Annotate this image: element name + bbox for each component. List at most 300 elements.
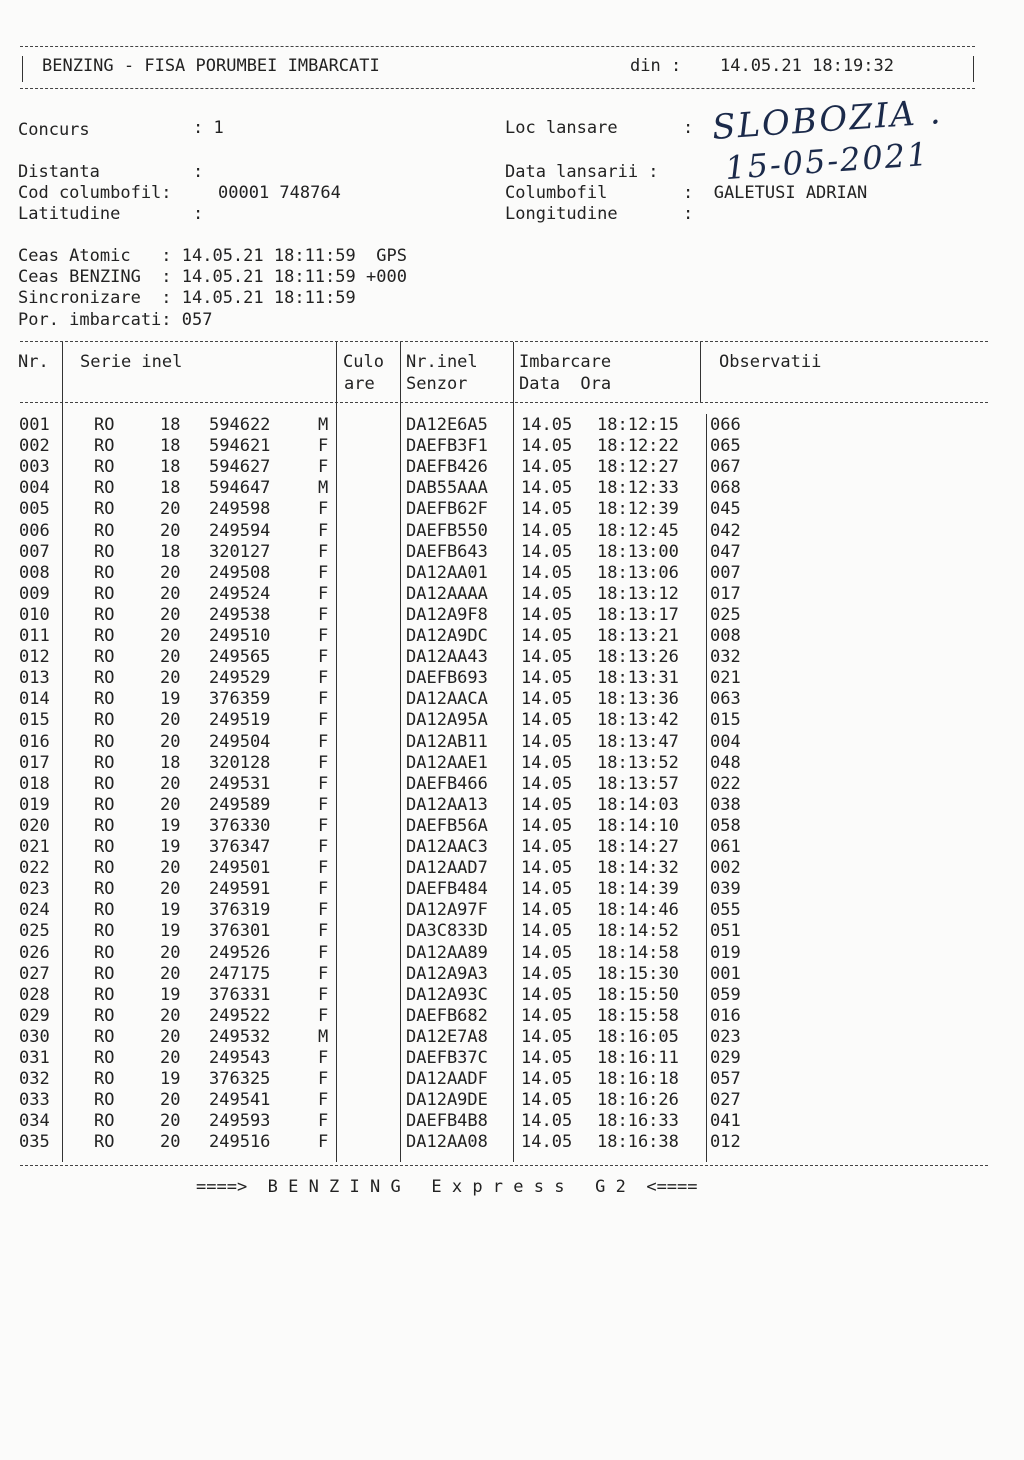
cell-tara: RO <box>94 562 115 583</box>
cell-nr: 021 <box>19 837 50 857</box>
cell-tara: RO <box>94 710 115 731</box>
cell-tara: RO <box>94 415 115 435</box>
cell-nr: 015 <box>19 710 50 731</box>
cell-inel: 376330 <box>209 815 271 836</box>
cell-obs: 038 <box>710 794 741 815</box>
ceas-atomic-line: Ceas Atomic : 14.05.21 18:11:59 GPS <box>18 246 407 266</box>
cell-nr: 017 <box>19 752 50 773</box>
cell-sex: F <box>318 457 329 478</box>
cell-obs: 008 <box>710 626 741 646</box>
cell-sex: F <box>318 436 329 457</box>
cell-data: 14.05 <box>521 457 573 478</box>
cell-obs: 061 <box>710 837 741 857</box>
cell-obs: 012 <box>710 1132 741 1153</box>
cell-ora: 18:13:57 <box>597 773 679 794</box>
cell-tara: RO <box>94 668 115 689</box>
cell-senzor: DAEFB682 <box>406 1005 488 1026</box>
col-header-senzor: Senzor <box>406 374 468 394</box>
cell-tara: RO <box>94 1069 115 1090</box>
cell-tara: RO <box>94 541 115 562</box>
cell-an: 20 <box>160 963 181 984</box>
cell-an: 20 <box>160 604 181 625</box>
cell-sex: F <box>318 879 329 900</box>
cell-an: 19 <box>160 921 181 942</box>
cell-data: 14.05 <box>521 1069 573 1090</box>
cell-inel: 249516 <box>209 1132 271 1153</box>
cell-data: 14.05 <box>521 541 573 562</box>
cell-sex: F <box>318 710 329 731</box>
cell-an: 20 <box>160 942 181 963</box>
cell-sex: F <box>318 626 329 646</box>
cell-sex: F <box>318 583 329 604</box>
cell-data: 14.05 <box>521 478 573 499</box>
cell-nr: 013 <box>19 668 50 689</box>
cell-data: 14.05 <box>521 415 573 435</box>
cell-tara: RO <box>94 457 115 478</box>
cell-ora: 18:16:26 <box>597 1090 679 1111</box>
cell-tara: RO <box>94 1132 115 1153</box>
cell-sex: F <box>318 900 329 921</box>
cell-senzor: DAEFB550 <box>406 520 488 541</box>
cell-inel: 249591 <box>209 879 271 900</box>
cell-ora: 18:13:36 <box>597 689 679 710</box>
din-value: 14.05.21 18:19:32 <box>720 56 894 76</box>
cell-inel: 376359 <box>209 689 271 710</box>
cell-ora: 18:16:38 <box>597 1132 679 1153</box>
cell-senzor: DAEFB466 <box>406 773 488 794</box>
cell-ora: 18:13:17 <box>597 604 679 625</box>
cell-ora: 18:13:21 <box>597 626 679 646</box>
cell-inel: 376319 <box>209 900 271 921</box>
table-row <box>0 605 1024 626</box>
cell-obs: 027 <box>710 1090 741 1111</box>
cell-nr: 011 <box>19 626 50 646</box>
cell-senzor: DA12AB11 <box>406 731 488 752</box>
cell-an: 20 <box>160 794 181 815</box>
cell-tara: RO <box>94 689 115 710</box>
cell-inel: 247175 <box>209 963 271 984</box>
cell-an: 20 <box>160 1005 181 1026</box>
cell-sex: F <box>318 963 329 984</box>
cell-tara: RO <box>94 879 115 900</box>
table-row <box>0 626 1024 647</box>
cell-nr: 004 <box>19 478 50 499</box>
table-row <box>0 1069 1024 1090</box>
cell-sex: F <box>318 752 329 773</box>
cell-tara: RO <box>94 984 115 1005</box>
cell-obs: 065 <box>710 436 741 457</box>
cell-data: 14.05 <box>521 815 573 836</box>
cell-obs: 042 <box>710 520 741 541</box>
cell-obs: 068 <box>710 478 741 499</box>
cell-sex: F <box>318 562 329 583</box>
cell-sex: F <box>318 731 329 752</box>
cell-an: 20 <box>160 1090 181 1111</box>
cell-tara: RO <box>94 499 115 520</box>
cell-sex: F <box>318 773 329 794</box>
cell-an: 19 <box>160 900 181 921</box>
cell-nr: 007 <box>19 541 50 562</box>
cell-data: 14.05 <box>521 963 573 984</box>
cell-an: 18 <box>160 457 181 478</box>
cell-sex: F <box>318 1132 329 1153</box>
cell-tara: RO <box>94 921 115 942</box>
cell-tara: RO <box>94 604 115 625</box>
cell-senzor: DAB55AAA <box>406 478 488 499</box>
cell-senzor: DA12AA43 <box>406 647 488 668</box>
table-bottom-border <box>20 1165 988 1166</box>
cell-an: 20 <box>160 583 181 604</box>
cell-obs: 051 <box>710 921 741 942</box>
cell-ora: 18:13:26 <box>597 647 679 668</box>
cell-ora: 18:14:52 <box>597 921 679 942</box>
cell-tara: RO <box>94 1111 115 1132</box>
cell-inel: 249524 <box>209 583 271 604</box>
cell-senzor: DA12AA13 <box>406 794 488 815</box>
cell-an: 20 <box>160 1048 181 1068</box>
cell-data: 14.05 <box>521 773 573 794</box>
cell-ora: 18:12:33 <box>597 478 679 499</box>
cell-an: 20 <box>160 562 181 583</box>
data-lansarii-handwritten: 15-05-2021 <box>723 134 931 188</box>
cell-tara: RO <box>94 731 115 752</box>
cell-tara: RO <box>94 963 115 984</box>
cell-nr: 024 <box>19 900 50 921</box>
cell-data: 14.05 <box>521 1090 573 1111</box>
cell-nr: 010 <box>19 604 50 625</box>
table-row <box>0 1111 1024 1132</box>
cell-an: 20 <box>160 1132 181 1153</box>
cell-sex: F <box>318 1048 329 1068</box>
cell-data: 14.05 <box>521 942 573 963</box>
cell-an: 20 <box>160 668 181 689</box>
cell-senzor: DAEFB37C <box>406 1048 488 1068</box>
footer-brand: ====> B E N Z I N G E x p r e s s G 2 <==== <box>196 1177 698 1197</box>
cell-data: 14.05 <box>521 668 573 689</box>
cell-senzor: DAEFB56A <box>406 815 488 836</box>
cell-inel: 376301 <box>209 921 271 942</box>
cell-ora: 18:13:00 <box>597 541 679 562</box>
cell-senzor: DA3C833D <box>406 921 488 942</box>
loc-lansare-handwritten: SLOBOZIA . <box>710 92 944 148</box>
sincronizare-line: Sincronizare : 14.05.21 18:11:59 <box>18 288 356 308</box>
cell-nr: 018 <box>19 773 50 794</box>
cell-ora: 18:16:11 <box>597 1048 679 1068</box>
cell-data: 14.05 <box>521 752 573 773</box>
cell-senzor: DA12A95A <box>406 710 488 731</box>
table-row <box>0 499 1024 520</box>
cell-data: 14.05 <box>521 520 573 541</box>
cell-obs: 015 <box>710 710 741 731</box>
cell-obs: 023 <box>710 1026 741 1047</box>
table-row <box>0 542 1024 563</box>
table-row <box>0 900 1024 921</box>
table-row <box>0 1048 1024 1069</box>
cell-an: 18 <box>160 478 181 499</box>
cell-inel: 249594 <box>209 520 271 541</box>
table-header-divider <box>20 402 988 403</box>
cell-nr: 020 <box>19 815 50 836</box>
cell-tara: RO <box>94 815 115 836</box>
cell-nr: 006 <box>19 520 50 541</box>
cell-data: 14.05 <box>521 689 573 710</box>
cell-obs: 021 <box>710 668 741 689</box>
longitudine-label: Longitudine <box>505 204 618 224</box>
cell-ora: 18:13:42 <box>597 710 679 731</box>
cell-data: 14.05 <box>521 794 573 815</box>
col-header-imbarcare: Imbarcare <box>519 352 612 372</box>
col-header-are: are <box>344 374 375 394</box>
cell-data: 14.05 <box>521 499 573 520</box>
cell-inel: 249543 <box>209 1048 271 1068</box>
cell-obs: 025 <box>710 604 741 625</box>
table-row <box>0 668 1024 689</box>
cell-inel: 249504 <box>209 731 271 752</box>
cell-inel: 376325 <box>209 1069 271 1090</box>
cell-sex: F <box>318 1005 329 1026</box>
cell-nr: 016 <box>19 731 50 752</box>
cell-senzor: DA12A9F8 <box>406 604 488 625</box>
document-title: BENZING - FISA PORUMBEI IMBARCATI <box>42 56 380 76</box>
columbofil-value: : GALETUSI ADRIAN <box>683 183 868 203</box>
cell-tara: RO <box>94 1026 115 1047</box>
cell-ora: 18:12:15 <box>597 415 679 435</box>
cell-inel: 320128 <box>209 752 271 773</box>
cell-obs: 001 <box>710 963 741 984</box>
cell-ora: 18:14:27 <box>597 837 679 857</box>
cell-tara: RO <box>94 1048 115 1068</box>
cell-ora: 18:14:10 <box>597 815 679 836</box>
cell-ora: 18:12:22 <box>597 436 679 457</box>
cell-nr: 001 <box>19 415 50 435</box>
cell-obs: 002 <box>710 858 741 879</box>
cell-sex: M <box>318 478 329 499</box>
cell-nr: 032 <box>19 1069 50 1090</box>
cell-sex: F <box>318 541 329 562</box>
cell-obs: 058 <box>710 815 741 836</box>
latitudine-label: Latitudine <box>18 204 121 224</box>
cell-ora: 18:12:45 <box>597 520 679 541</box>
cell-obs: 016 <box>710 1005 741 1026</box>
cell-ora: 18:13:12 <box>597 583 679 604</box>
cell-data: 14.05 <box>521 1005 573 1026</box>
cell-ora: 18:14:32 <box>597 858 679 879</box>
cell-tara: RO <box>94 1090 115 1111</box>
table-row <box>0 732 1024 753</box>
cell-data: 14.05 <box>521 710 573 731</box>
loc-lansare-sep: : <box>683 118 694 138</box>
cell-tara: RO <box>94 900 115 921</box>
table-row <box>0 753 1024 774</box>
table-row <box>0 436 1024 457</box>
cell-obs: 048 <box>710 752 741 773</box>
cell-senzor: DA12E6A5 <box>406 415 488 435</box>
table-row <box>0 985 1024 1006</box>
cell-senzor: DAEFB4B8 <box>406 1111 488 1132</box>
cell-inel: 249519 <box>209 710 271 731</box>
cell-inel: 249589 <box>209 794 271 815</box>
cell-obs: 066 <box>710 415 741 435</box>
cell-inel: 249526 <box>209 942 271 963</box>
table-row <box>0 1090 1024 1111</box>
cell-senzor: DA12AAC3 <box>406 837 488 857</box>
cell-tara: RO <box>94 837 115 857</box>
distanta-sep: : <box>193 162 204 182</box>
cell-ora: 18:13:31 <box>597 668 679 689</box>
header-top-border <box>20 46 975 47</box>
cell-senzor: DAEFB484 <box>406 879 488 900</box>
cell-obs: 039 <box>710 879 741 900</box>
cell-ora: 18:12:39 <box>597 499 679 520</box>
cell-nr: 005 <box>19 499 50 520</box>
cell-obs: 022 <box>710 773 741 794</box>
header-right-border <box>973 56 974 82</box>
table-row <box>0 710 1024 731</box>
table-row <box>0 837 1024 858</box>
cell-obs: 067 <box>710 457 741 478</box>
cell-inel: 249541 <box>209 1090 271 1111</box>
cell-ora: 18:15:30 <box>597 963 679 984</box>
cell-inel: 249531 <box>209 773 271 794</box>
cell-an: 20 <box>160 499 181 520</box>
cell-sex: F <box>318 794 329 815</box>
col-header-data-ora: Data Ora <box>519 374 612 394</box>
cell-tara: RO <box>94 647 115 668</box>
cell-ora: 18:14:03 <box>597 794 679 815</box>
cell-nr: 014 <box>19 689 50 710</box>
cell-obs: 041 <box>710 1111 741 1132</box>
cell-inel: 249501 <box>209 858 271 879</box>
col-header-nr: Nr. <box>18 352 49 372</box>
cell-senzor: DAEFB62F <box>406 499 488 520</box>
col-header-serie: Serie inel <box>80 352 183 372</box>
cell-nr: 002 <box>19 436 50 457</box>
cell-inel: 594647 <box>209 478 271 499</box>
cod-columbofil-label: Cod columbofil: <box>18 183 172 203</box>
cell-senzor: DAEFB643 <box>406 541 488 562</box>
cell-ora: 18:15:58 <box>597 1005 679 1026</box>
cell-inel: 376331 <box>209 984 271 1005</box>
cell-nr: 019 <box>19 794 50 815</box>
cell-sex: M <box>318 415 329 435</box>
cell-inel: 249593 <box>209 1111 271 1132</box>
cod-columbofil-value: 00001 748764 <box>218 183 341 203</box>
cell-sex: F <box>318 921 329 942</box>
table-row <box>0 478 1024 499</box>
col-header-observatii: Observatii <box>719 352 822 372</box>
cell-nr: 009 <box>19 583 50 604</box>
cell-nr: 030 <box>19 1026 50 1047</box>
cell-senzor: DAEFB3F1 <box>406 436 488 457</box>
cell-nr: 008 <box>19 562 50 583</box>
table-row <box>0 816 1024 837</box>
cell-sex: F <box>318 689 329 710</box>
cell-obs: 032 <box>710 647 741 668</box>
cell-an: 20 <box>160 858 181 879</box>
table-row <box>0 563 1024 584</box>
cell-data: 14.05 <box>521 879 573 900</box>
cell-data: 14.05 <box>521 900 573 921</box>
cell-senzor: DA12AA08 <box>406 1132 488 1153</box>
cell-inel: 594622 <box>209 415 271 435</box>
cell-senzor: DA12A97F <box>406 900 488 921</box>
cell-sex: F <box>318 984 329 1005</box>
cell-inel: 249598 <box>209 499 271 520</box>
cell-data: 14.05 <box>521 1026 573 1047</box>
cell-nr: 034 <box>19 1111 50 1132</box>
cell-data: 14.05 <box>521 837 573 857</box>
cell-sex: F <box>318 1090 329 1111</box>
cell-senzor: DA12AA89 <box>406 942 488 963</box>
cell-sex: M <box>318 1026 329 1047</box>
table-top-border <box>20 341 988 342</box>
cell-inel: 249538 <box>209 604 271 625</box>
table-row <box>0 921 1024 942</box>
cell-senzor: DAEFB693 <box>406 668 488 689</box>
cell-inel: 594621 <box>209 436 271 457</box>
col-header-nrinel: Nr.inel <box>406 352 478 372</box>
cell-nr: 028 <box>19 984 50 1005</box>
cell-tara: RO <box>94 583 115 604</box>
table-row <box>0 415 1024 436</box>
cell-sex: F <box>318 668 329 689</box>
cell-data: 14.05 <box>521 731 573 752</box>
cell-an: 20 <box>160 731 181 752</box>
cell-obs: 019 <box>710 942 741 963</box>
cell-senzor: DA12E7A8 <box>406 1026 488 1047</box>
cell-tara: RO <box>94 752 115 773</box>
cell-obs: 055 <box>710 900 741 921</box>
table-row <box>0 457 1024 478</box>
cell-data: 14.05 <box>521 858 573 879</box>
concurs-value: : 1 <box>193 118 224 138</box>
cell-inel: 249565 <box>209 647 271 668</box>
cell-nr: 027 <box>19 963 50 984</box>
cell-an: 18 <box>160 541 181 562</box>
cell-ora: 18:16:18 <box>597 1069 679 1090</box>
cell-nr: 003 <box>19 457 50 478</box>
cell-data: 14.05 <box>521 1048 573 1068</box>
cell-sex: F <box>318 604 329 625</box>
cell-sex: F <box>318 942 329 963</box>
cell-data: 14.05 <box>521 647 573 668</box>
cell-nr: 033 <box>19 1090 50 1111</box>
table-row <box>0 964 1024 985</box>
cell-an: 18 <box>160 415 181 435</box>
col-header-culo: Culo <box>343 352 384 372</box>
cell-tara: RO <box>94 436 115 457</box>
cell-nr: 022 <box>19 858 50 879</box>
cell-an: 19 <box>160 984 181 1005</box>
cell-nr: 035 <box>19 1132 50 1153</box>
table-row <box>0 689 1024 710</box>
cell-obs: 007 <box>710 562 741 583</box>
cell-data: 14.05 <box>521 921 573 942</box>
cell-sex: F <box>318 499 329 520</box>
cell-senzor: DA12A9A3 <box>406 963 488 984</box>
cell-an: 20 <box>160 710 181 731</box>
cell-senzor: DA12AAAA <box>406 583 488 604</box>
cell-ora: 18:14:58 <box>597 942 679 963</box>
cell-nr: 029 <box>19 1005 50 1026</box>
cell-data: 14.05 <box>521 984 573 1005</box>
cell-an: 20 <box>160 626 181 646</box>
cell-sex: F <box>318 837 329 857</box>
cell-sex: F <box>318 1111 329 1132</box>
cell-ora: 18:13:06 <box>597 562 679 583</box>
cell-tara: RO <box>94 942 115 963</box>
cell-an: 20 <box>160 520 181 541</box>
